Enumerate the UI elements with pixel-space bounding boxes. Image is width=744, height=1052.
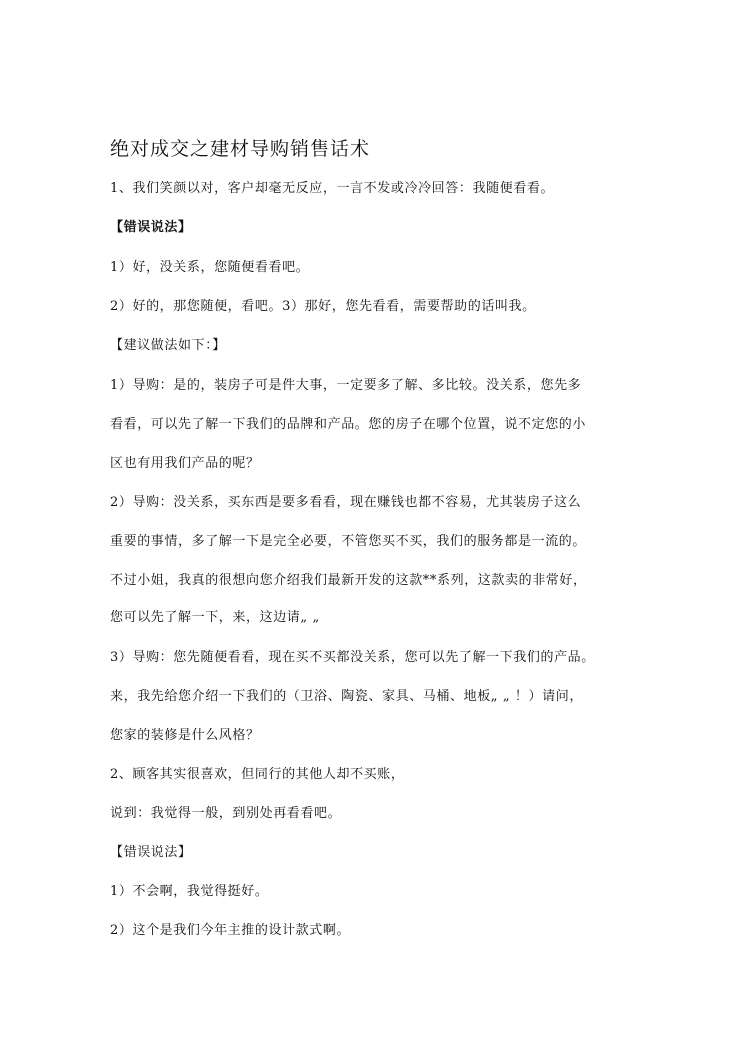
paragraph-line: 3）导购：您先随便看看，现在买不买都没关系，您可以先了解一下我们的产品。 xyxy=(110,650,595,665)
paragraph-line: 2）导购：没关系，买东西是要多看看，现在赚钱也都不容易，尤其装房子这么 xyxy=(110,495,582,510)
paragraph-line: 1）不会啊，我觉得挺好。 xyxy=(110,884,269,899)
paragraph-line: 不过小姐，我真的很想向您介绍我们最新开发的这款**系列，这款卖的非常好， xyxy=(110,573,587,588)
paragraph-line: 区也有用我们产品的呢？ xyxy=(110,456,260,471)
paragraph-line: 您家的装修是什么风格？ xyxy=(110,728,260,743)
paragraph-line: 2）好的，那您随便，看吧。3）那好，您先看看，需要帮助的话叫我。 xyxy=(110,299,536,314)
paragraph-line: 2）这个是我们今年主推的设计款式啊。 xyxy=(110,923,351,938)
paragraph-line: 2、顾客其实很喜欢，但同行的其他人却不买账， xyxy=(110,767,405,782)
section-heading: 【错误说法】 xyxy=(110,845,192,860)
paragraph-line: 看看，可以先了解一下我们的品牌和产品。您的房子在哪个位置，说不定您的小 xyxy=(110,417,587,432)
paragraph-line: 1）好，没关系，您随便看看吧。 xyxy=(110,260,310,275)
paragraph-line: 来，我先给您介绍一下我们的（卫浴、陶瓷、家具、马桶、地板„ „ ！）请问， xyxy=(110,689,583,704)
paragraph-line: 1、我们笑颜以对，客户却毫无反应，一言不发或冷冷回答：我随便看看。 xyxy=(110,181,555,196)
paragraph-line: 您可以先了解一下，来，这边请„ „ xyxy=(110,610,320,625)
section-heading: 【错误说法】 xyxy=(110,220,192,235)
paragraph-line: 1）导购：是的，装房子可是件大事，一定要多了解、多比较。没关系，您先多 xyxy=(110,378,582,393)
section-heading: 【建议做法如下：】 xyxy=(110,338,226,353)
paragraph-line: 重要的事情，多了解一下是完全必要，不管您买不买，我们的服务都是一流的。 xyxy=(110,534,587,549)
document-title: 绝对成交之建材导购销售话术 xyxy=(110,138,371,160)
paragraph-line: 说到：我觉得一般，到别处再看看吧。 xyxy=(110,806,342,821)
